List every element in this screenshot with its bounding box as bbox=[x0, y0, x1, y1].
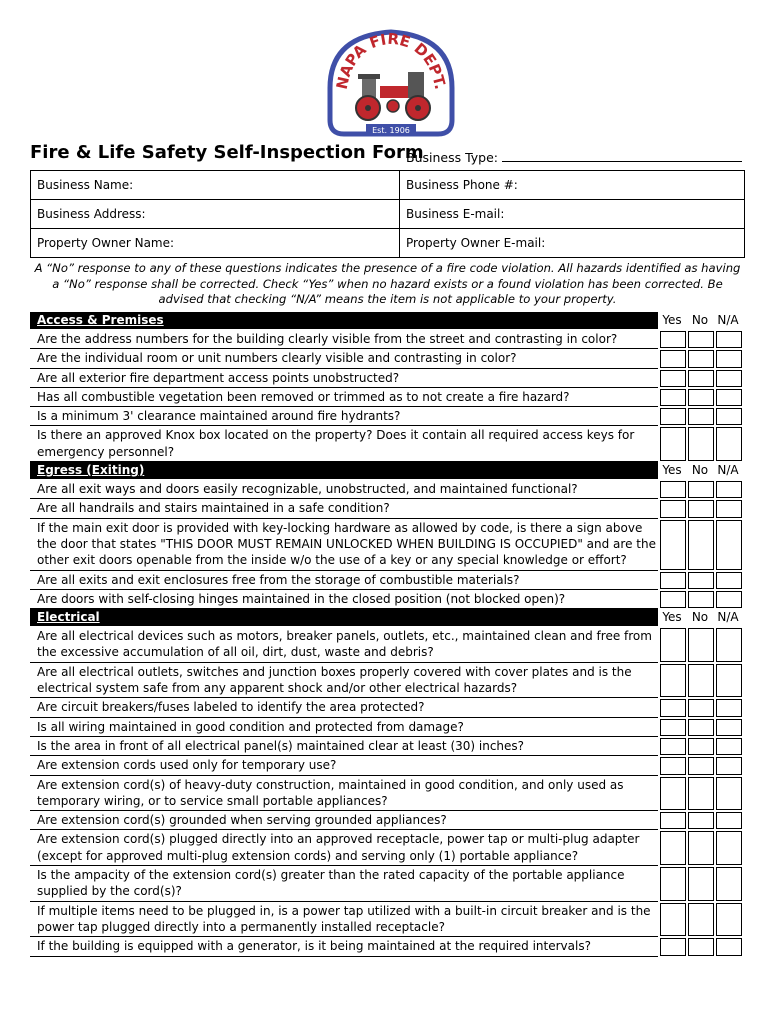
yes-checkbox[interactable] bbox=[660, 903, 686, 937]
business-type-line[interactable] bbox=[502, 149, 742, 162]
no-checkbox[interactable] bbox=[688, 777, 714, 811]
question-row bbox=[30, 388, 745, 407]
column-header-yes: Yes bbox=[662, 463, 682, 478]
question-row bbox=[30, 349, 745, 368]
na-checkbox[interactable] bbox=[716, 719, 742, 736]
section-title: Egress (Exiting) bbox=[30, 462, 658, 479]
question-row bbox=[30, 480, 745, 499]
yes-checkbox[interactable] bbox=[660, 331, 686, 348]
na-checkbox[interactable] bbox=[716, 331, 742, 348]
yes-checkbox[interactable] bbox=[660, 867, 686, 901]
column-header-yes: Yes bbox=[662, 610, 682, 625]
question-text: Are all electrical devices such as motors, breaker panels, outlets, etc., maintained clean and free from the excessive accumulation of all oil, dirt, dust, waste and debris? bbox=[30, 627, 658, 663]
question-row bbox=[30, 811, 745, 830]
na-checkbox[interactable] bbox=[716, 812, 742, 829]
business-phone-field[interactable]: Business Phone #: bbox=[400, 171, 745, 200]
no-checkbox[interactable] bbox=[688, 664, 714, 698]
section-title: Electrical bbox=[30, 609, 658, 626]
na-checkbox[interactable] bbox=[716, 427, 742, 461]
question-text: Is a minimum 3' clearance maintained around fire hydrants? bbox=[30, 407, 658, 426]
question-text: Are all exterior fire department access points unobstructed? bbox=[30, 369, 658, 388]
section-header-access-premises bbox=[30, 312, 745, 329]
form-title: Fire & Life Safety Self-Inspection Form bbox=[30, 142, 424, 163]
column-header-n-a: N/A bbox=[717, 313, 739, 327]
na-checkbox[interactable] bbox=[716, 591, 742, 608]
business-type-label: Business Type: bbox=[406, 150, 499, 165]
question-row bbox=[30, 590, 745, 609]
question-row bbox=[30, 937, 745, 956]
no-checkbox[interactable] bbox=[688, 591, 714, 608]
no-checkbox[interactable] bbox=[688, 520, 714, 570]
column-header-n-a: N/A bbox=[717, 463, 739, 478]
question-row bbox=[30, 499, 745, 518]
no-checkbox[interactable] bbox=[688, 331, 714, 348]
question-row bbox=[30, 407, 745, 426]
na-checkbox[interactable] bbox=[716, 500, 742, 517]
no-checkbox[interactable] bbox=[688, 481, 714, 498]
yes-checkbox[interactable] bbox=[660, 520, 686, 570]
question-text: Are extension cords used only for temporary use? bbox=[30, 756, 658, 775]
na-checkbox[interactable] bbox=[716, 350, 742, 367]
na-checkbox[interactable] bbox=[716, 938, 742, 955]
question-text: Are all exit ways and doors easily recognizable, unobstructed, and maintained functional? bbox=[30, 480, 658, 499]
na-checkbox[interactable] bbox=[716, 777, 742, 811]
yes-checkbox[interactable] bbox=[660, 738, 686, 755]
no-checkbox[interactable] bbox=[688, 719, 714, 736]
business-name-field[interactable]: Business Name: bbox=[31, 171, 400, 200]
no-checkbox[interactable] bbox=[688, 699, 714, 716]
question-text: Are extension cord(s) plugged directly into an approved receptacle, power tap or multi-plug adapter (except for approved multi-plug extension cords) and serving only (1) portable appliance? bbox=[30, 830, 658, 866]
na-checkbox[interactable] bbox=[716, 628, 742, 662]
no-checkbox[interactable] bbox=[688, 389, 714, 406]
yes-checkbox[interactable] bbox=[660, 427, 686, 461]
na-checkbox[interactable] bbox=[716, 572, 742, 589]
column-header-yes: Yes bbox=[662, 313, 682, 327]
na-checkbox[interactable] bbox=[716, 757, 742, 774]
no-checkbox[interactable] bbox=[688, 500, 714, 517]
question-text: Is the area in front of all electrical panel(s) maintained clear at least (30) inches? bbox=[30, 737, 658, 756]
question-text: If multiple items need to be plugged in, is a power tap utilized with a built-in circuit breaker and is the power tap plugged directly into a permanently installed receptacle? bbox=[30, 902, 658, 938]
yes-checkbox[interactable] bbox=[660, 812, 686, 829]
question-text: Are the address numbers for the building clearly visible from the street and contrasting in color? bbox=[30, 330, 658, 349]
question-row bbox=[30, 830, 745, 866]
business-type-field[interactable] bbox=[406, 149, 742, 165]
napa-fire-dept-logo bbox=[322, 28, 460, 146]
na-checkbox[interactable] bbox=[716, 699, 742, 716]
na-checkbox[interactable] bbox=[716, 664, 742, 698]
question-text: Are the individual room or unit numbers clearly visible and contrasting in color? bbox=[30, 349, 658, 368]
no-checkbox[interactable] bbox=[688, 738, 714, 755]
question-text: Has all combustible vegetation been removed or trimmed as to not create a fire hazard? bbox=[30, 388, 658, 407]
yes-checkbox[interactable] bbox=[660, 572, 686, 589]
question-row bbox=[30, 737, 745, 756]
question-text: Are all exits and exit enclosures free from the storage of combustible materials? bbox=[30, 571, 658, 590]
no-checkbox[interactable] bbox=[688, 938, 714, 955]
yes-checkbox[interactable] bbox=[660, 719, 686, 736]
no-checkbox[interactable] bbox=[688, 408, 714, 425]
question-text: If the main exit door is provided with key-locking hardware as allowed by code, is there a sign above the door that states "THIS DOOR MUST REMAIN UNLOCKED WHEN BUILDING IS OCCUPIED" and are the other exit doors openable from the inside w/o the use of a key or any special knowledge or effort? bbox=[30, 519, 658, 571]
no-checkbox[interactable] bbox=[688, 867, 714, 901]
column-header-n-a: N/A bbox=[717, 610, 739, 625]
yes-checkbox[interactable] bbox=[660, 628, 686, 662]
question-text: Is all wiring maintained in good condition and protected from damage? bbox=[30, 718, 658, 737]
property-owner-email-field[interactable]: Property Owner E-mail: bbox=[400, 229, 745, 258]
no-checkbox[interactable] bbox=[688, 350, 714, 367]
business-email-field[interactable]: Business E-mail: bbox=[400, 200, 745, 229]
yes-checkbox[interactable] bbox=[660, 831, 686, 865]
no-checkbox[interactable] bbox=[688, 370, 714, 387]
question-row bbox=[30, 698, 745, 717]
yes-checkbox[interactable] bbox=[660, 408, 686, 425]
instructions-text: A “No” response to any of these questions indicates the presence of a fire code violation. All hazards identified as having a “No” response shall be corrected. Check “Yes” when no hazard exists or a found violation has been corrected. Be advised that checking “N/A” means the item is not applicable to your property. bbox=[34, 261, 741, 306]
question-text: Are all handrails and stairs maintained in a safe condition? bbox=[30, 499, 658, 518]
yes-checkbox[interactable] bbox=[660, 591, 686, 608]
no-checkbox[interactable] bbox=[688, 831, 714, 865]
yes-checkbox[interactable] bbox=[660, 481, 686, 498]
question-text: Is there an approved Knox box located on the property? Does it contain all required access keys for emergency personnel? bbox=[30, 426, 658, 462]
question-row bbox=[30, 866, 745, 902]
section-header-electrical bbox=[30, 609, 745, 626]
na-checkbox[interactable] bbox=[716, 831, 742, 865]
question-text: Are extension cord(s) grounded when serving grounded appliances? bbox=[30, 811, 658, 830]
yes-checkbox[interactable] bbox=[660, 757, 686, 774]
question-row bbox=[30, 627, 745, 663]
yes-checkbox[interactable] bbox=[660, 938, 686, 955]
question-text: Are extension cord(s) of heavy-duty construction, maintained in good condition, and only used as temporary wiring, or to service small portable appliances? bbox=[30, 776, 658, 812]
question-text: If the building is equipped with a generator, is it being maintained at the required intervals? bbox=[30, 937, 658, 956]
yes-checkbox[interactable] bbox=[660, 664, 686, 698]
question-row bbox=[30, 902, 745, 938]
no-checkbox[interactable] bbox=[688, 757, 714, 774]
question-row bbox=[30, 571, 745, 590]
question-row bbox=[30, 330, 745, 349]
yes-checkbox[interactable] bbox=[660, 389, 686, 406]
question-row bbox=[30, 519, 745, 571]
na-checkbox[interactable] bbox=[716, 408, 742, 425]
na-checkbox[interactable] bbox=[716, 520, 742, 570]
question-row bbox=[30, 369, 745, 388]
question-text: Are circuit breakers/fuses labeled to identify the area protected? bbox=[30, 698, 658, 717]
column-header-no: No bbox=[691, 610, 709, 625]
na-checkbox[interactable] bbox=[716, 389, 742, 406]
business-address-field[interactable]: Business Address: bbox=[31, 200, 400, 229]
logo-arc-text: NAPA FIRE DEPT. bbox=[332, 29, 450, 92]
question-text: Are doors with self-closing hinges maintained in the closed position (not blocked open)? bbox=[30, 590, 658, 609]
question-text: Is the ampacity of the extension cord(s) greater than the rated capacity of the portable appliance supplied by the cord(s)? bbox=[30, 866, 658, 902]
question-row bbox=[30, 718, 745, 737]
yes-checkbox[interactable] bbox=[660, 500, 686, 517]
yes-checkbox[interactable] bbox=[660, 699, 686, 716]
column-header-no: No bbox=[691, 313, 709, 327]
column-headers bbox=[658, 609, 745, 626]
property-owner-name-field[interactable]: Property Owner Name: bbox=[31, 229, 400, 258]
yes-checkbox[interactable] bbox=[660, 350, 686, 367]
section-title: Access & Premises bbox=[30, 312, 658, 329]
question-text: Are all electrical outlets, switches and junction boxes properly covered with cover plates and is the electrical system safe from any apparent shock and/or other electrical hazards? bbox=[30, 663, 658, 699]
column-headers bbox=[658, 312, 745, 329]
checklist bbox=[30, 312, 745, 957]
column-headers bbox=[658, 462, 745, 479]
question-row bbox=[30, 756, 745, 775]
no-checkbox[interactable] bbox=[688, 427, 714, 461]
no-checkbox[interactable] bbox=[688, 628, 714, 662]
question-row bbox=[30, 776, 745, 812]
na-checkbox[interactable] bbox=[716, 867, 742, 901]
yes-checkbox[interactable] bbox=[660, 777, 686, 811]
no-checkbox[interactable] bbox=[688, 903, 714, 937]
column-header-no: No bbox=[691, 463, 709, 478]
business-info-table bbox=[30, 170, 745, 258]
question-row bbox=[30, 663, 745, 699]
na-checkbox[interactable] bbox=[716, 903, 742, 937]
no-checkbox[interactable] bbox=[688, 572, 714, 589]
section-header-egress-exiting bbox=[30, 462, 745, 479]
na-checkbox[interactable] bbox=[716, 481, 742, 498]
no-checkbox[interactable] bbox=[688, 812, 714, 829]
logo-est-text: Est. 1906 bbox=[372, 126, 410, 135]
question-row bbox=[30, 426, 745, 462]
na-checkbox[interactable] bbox=[716, 738, 742, 755]
na-checkbox[interactable] bbox=[716, 370, 742, 387]
yes-checkbox[interactable] bbox=[660, 370, 686, 387]
